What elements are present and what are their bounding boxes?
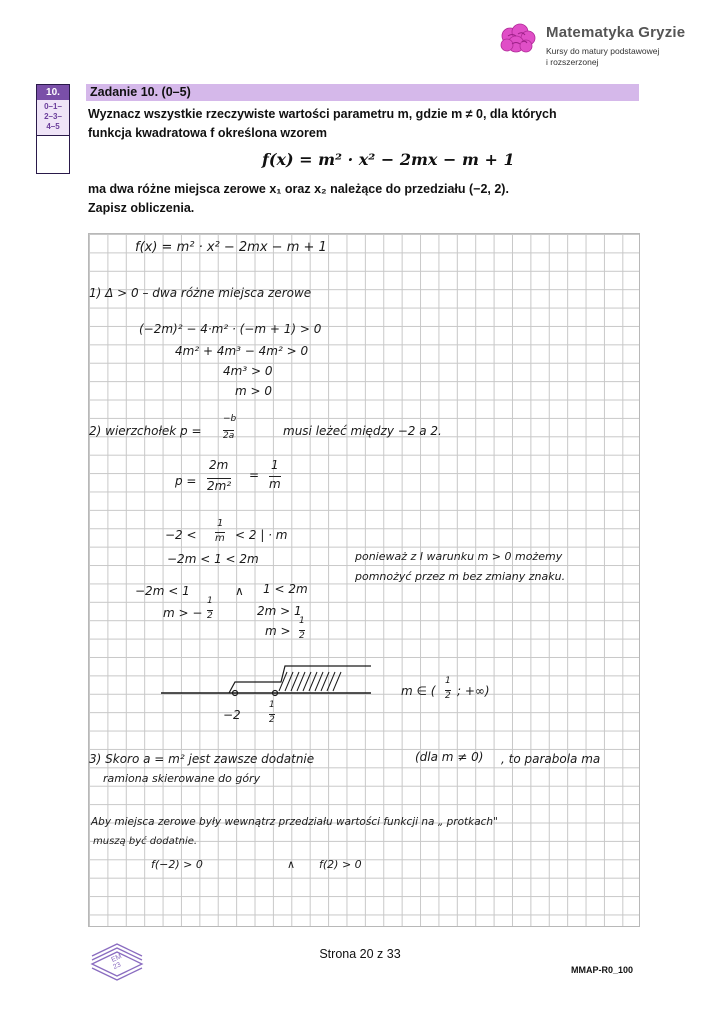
hw-step-3: 3) Skoro a = m² jest zawsze dodatnie (89, 752, 315, 766)
brand-tagline (546, 46, 706, 68)
hw-delta-3: 4m³ > 0 (223, 364, 273, 378)
hw-ineq-a: −2 < (165, 528, 197, 542)
hw-ineq-b: < 2 | · m (235, 528, 288, 542)
hw-cond-a2-den: 2 (207, 611, 213, 621)
score-options (37, 100, 69, 136)
hw-p-den: 2m² (207, 479, 232, 493)
hw-step-1: 1) Δ > 0 – dwa różne miejsca zerowe (89, 286, 312, 300)
hw-cond-b3: m > (265, 624, 291, 638)
hw-f-2: f(2) > 0 (319, 858, 362, 871)
task-formula: f(x) = m² · x² − 2mx − m + 1 (262, 150, 515, 169)
hw-cond-a: −2m < 1 (135, 584, 190, 598)
hw-delta-4: m > 0 (235, 384, 273, 398)
hw-p-eq: = (249, 468, 260, 482)
task-text-line-1: Wyznacz wszystkie rzeczywiste wartości parametru m, gdzie m ≠ 0, dla których (88, 107, 557, 121)
hw-f-minus2: f(−2) > 0 (151, 858, 203, 871)
hw-ineq-num: 1 (217, 518, 224, 529)
hw-delta-2: 4m² + 4m³ − 4m² > 0 (175, 344, 309, 358)
hw-answer-range-end: ; +∞) (457, 684, 490, 698)
hw-note-1: ponieważ z I warunku m > 0 możemy (355, 550, 563, 563)
answer-grid (88, 233, 640, 927)
exam-code: MMAP-R0_100 (571, 965, 634, 975)
hw-frac-num: −b (223, 414, 237, 424)
hw-cond-b3-den: 2 (299, 631, 305, 641)
brain-logo-icon (498, 22, 538, 58)
hw-axis-label-half-den: 2 (269, 715, 275, 725)
hw-p-res-num: 1 (271, 458, 279, 472)
svg-text:23: 23 (112, 961, 123, 972)
page-number: Strona 20 z 33 (319, 947, 401, 961)
hw-answer-num: 1 (445, 676, 451, 686)
task-text-line-2: funkcja kwadratowa f określona wzorem (88, 126, 327, 140)
hw-conclusion-2: muszą być dodatnie. (93, 836, 198, 847)
hw-p-res-den: m (269, 477, 281, 491)
hw-p-label: p = (175, 474, 197, 488)
hw-p-num: 2m (209, 458, 229, 472)
task-text-line-3: ma dwa różne miejsca zerowe x₁ oraz x₂ należące do przedziału (−2, 2). (88, 182, 509, 196)
hw-cond-b: 1 < 2m (263, 582, 308, 596)
hw-step-3-end: , to parabola ma (501, 752, 601, 766)
hw-answer-range: m ∈ ( (401, 684, 436, 698)
hw-ineq-2: −2m < 1 < 2m (167, 552, 259, 566)
hw-ineq-den: m (215, 533, 225, 544)
hw-cond-a2-num: 1 (207, 596, 213, 606)
task-number: 10. (37, 85, 69, 100)
hw-step-3-cond: (dla m ≠ 0) (415, 750, 484, 764)
task-text-line-4: Zapisz obliczenia. (88, 201, 195, 215)
hw-and: ∧ (235, 584, 244, 598)
hw-conclusion-1: Aby miejsca zerowe były wewnątrz przedziału wartości funkcji na „ protkach" (91, 816, 498, 828)
hw-answer-den: 2 (445, 691, 451, 701)
score-option-3: 4–5 (46, 122, 60, 131)
hw-axis-label-half-num: 1 (269, 700, 275, 710)
brand-name: Matematyka Gryzie (546, 24, 686, 41)
hw-axis-label-minus2: −2 (223, 708, 241, 722)
svg-text:EM: EM (110, 953, 123, 964)
hw-step-3-line-2: ramiona skierowane do góry (103, 772, 261, 785)
hw-note-2: pomnożyć przez m bez zmiany znaku. (355, 570, 566, 583)
hw-cond-a2: m > − (163, 606, 203, 620)
brand-tagline-line-2: i rozszerzonej (546, 57, 599, 67)
score-option-1: 0–1– (44, 102, 62, 111)
hw-delta: (−2m)² − 4·m² · (−m + 1) > 0 (139, 322, 322, 336)
hw-step-2-rest: musi leżeć między −2 a 2. (283, 424, 442, 438)
hw-cond-b3-num: 1 (299, 616, 305, 626)
hw-and-2: ∧ (287, 858, 296, 871)
hw-cond-b2: 2m > 1 (257, 604, 302, 618)
hw-step-2: 2) wierzchołek p = (89, 424, 202, 438)
task-number-box (36, 84, 70, 174)
task-title: Zadanie 10. (0–5) (90, 85, 191, 99)
brand-tagline-line-1: Kursy do matury podstawowej (546, 46, 660, 56)
hw-function: f(x) = m² · x² − 2mx − m + 1 (135, 240, 327, 255)
score-option-2: 2–3– (44, 112, 62, 121)
hw-frac-den: 2a (223, 431, 235, 441)
